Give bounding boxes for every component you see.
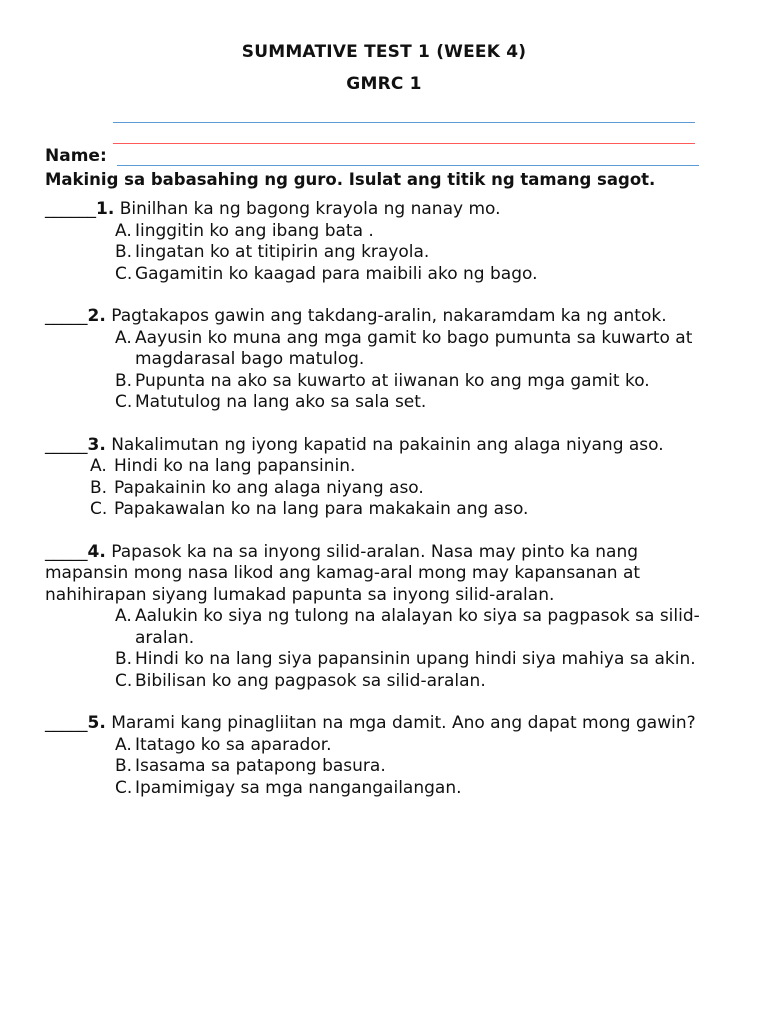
option-text: Bibilisan ko ang pagpasok sa silid-aralan.: [135, 670, 486, 691]
question-2: [45, 306, 725, 414]
answer-blank: _____: [45, 713, 88, 733]
option-letter: B.: [115, 242, 133, 262]
option-letter: B.: [90, 477, 108, 498]
question-number: 2.: [87, 306, 106, 326]
name-underline: [117, 165, 699, 166]
option-letter: B.: [115, 370, 133, 391]
option-b: [45, 756, 725, 778]
option-a: [45, 735, 725, 757]
option-b: [45, 242, 725, 264]
option-c: [45, 499, 725, 521]
question-4: [45, 542, 725, 693]
question-number: 1.: [96, 199, 115, 219]
option-letter: C.: [115, 263, 133, 284]
instruction-text: Makinig sa babasahing ng guro. Isulat ang titik ng tamang sagot.: [45, 170, 656, 189]
question-text: Nakalimutan ng iyong kapatid na pakainin ang alaga niyang aso.: [105, 434, 664, 455]
option-list: [45, 606, 725, 692]
option-list: [45, 328, 725, 414]
option-letter: A.: [115, 327, 132, 348]
option-letter: C.: [115, 670, 133, 691]
option-letter: B.: [115, 756, 133, 776]
option-list: [45, 456, 725, 521]
question-number: 3.: [87, 434, 106, 455]
option-text: Iingatan ko at titipirin ang krayola.: [135, 242, 430, 262]
option-letter: C.: [115, 777, 133, 798]
ruled-line-top-blue: [113, 122, 695, 123]
option-c: [45, 778, 725, 800]
question-3: [45, 435, 725, 521]
question-stem: [45, 199, 725, 221]
question-text: Marami kang pinagliitan na mga damit. Ano ang dapat mong gawin?: [105, 713, 696, 733]
question-5: [45, 713, 725, 799]
question-stem: [45, 435, 725, 457]
option-letter: C.: [90, 499, 108, 519]
option-a: [45, 606, 725, 649]
option-c: [45, 671, 725, 693]
option-letter: A.: [115, 220, 132, 241]
option-text: Ipamimigay sa mga nangangailangan.: [135, 777, 462, 798]
option-c: [45, 264, 725, 286]
option-letter: C.: [115, 392, 133, 412]
option-text: Hindi ko na lang papansinin.: [114, 456, 356, 476]
option-text: Iinggitin ko ang ibang bata .: [135, 220, 374, 241]
question-number: 4.: [87, 541, 106, 562]
option-text: Aayusin ko muna ang mga gamit ko bago pumunta sa kuwarto at magdarasal bago matulog.: [135, 327, 693, 369]
option-a: [45, 328, 725, 371]
option-letter: B.: [115, 649, 133, 669]
question-text: Papasok ka na sa inyong silid-aralan. Nasa may pinto ka nang mapansin mong nasa likod ang kamag-aral mong may kapansanan at nahihirapan siyang lumakad papunta sa inyong silid-aralan.: [45, 541, 641, 605]
question-text: Pagtakapos gawin ang takdang-aralin, nakaramdam ka ng antok.: [105, 306, 667, 326]
question-stem: [45, 542, 725, 607]
answer-blank: _____: [45, 541, 88, 562]
answer-blank: _____: [45, 306, 88, 326]
option-text: Pupunta na ako sa kuwarto at iiwanan ko ang mga gamit ko.: [135, 370, 650, 391]
option-text: Hindi ko na lang siya papansinin upang hindi siya mahiya sa akin.: [135, 649, 696, 669]
name-label: Name:: [45, 146, 107, 166]
option-text: Aalukin ko siya ng tulong na alalayan ko siya sa pagpasok sa silid-aralan.: [135, 606, 700, 648]
answer-blank: _____: [45, 434, 88, 455]
option-text: Isasama sa patapong basura.: [135, 756, 386, 776]
option-text: Papakawalan ko na lang para makakain ang aso.: [114, 499, 529, 519]
option-b: [45, 371, 725, 393]
subject-title: GMRC 1: [346, 74, 422, 94]
option-a: [45, 221, 725, 243]
ruled-line-middle-red: [113, 143, 695, 144]
question-1: [45, 199, 725, 285]
option-c: [45, 392, 725, 414]
question-list: [45, 199, 725, 820]
question-text: Binilhan ka ng bagong krayola ng nanay mo.: [114, 199, 501, 219]
question-stem: [45, 306, 725, 328]
option-b: [45, 478, 725, 500]
option-letter: A.: [115, 734, 132, 755]
option-list: [45, 221, 725, 286]
option-a: [45, 456, 725, 478]
option-b: [45, 649, 725, 671]
option-letter: A.: [115, 606, 132, 626]
test-title: SUMMATIVE TEST 1 (WEEK 4): [241, 42, 527, 62]
option-text: Papakainin ko ang alaga niyang aso.: [114, 477, 424, 498]
question-number: 5.: [87, 713, 106, 733]
option-text: Gagamitin ko kaagad para maibili ako ng bago.: [135, 263, 538, 284]
option-text: Matutulog na lang ako sa sala set.: [135, 392, 427, 412]
option-letter: A.: [90, 456, 107, 476]
answer-blank: ______: [45, 199, 96, 219]
question-stem: [45, 713, 725, 735]
option-list: [45, 735, 725, 800]
option-text: Itatago ko sa aparador.: [135, 734, 332, 755]
